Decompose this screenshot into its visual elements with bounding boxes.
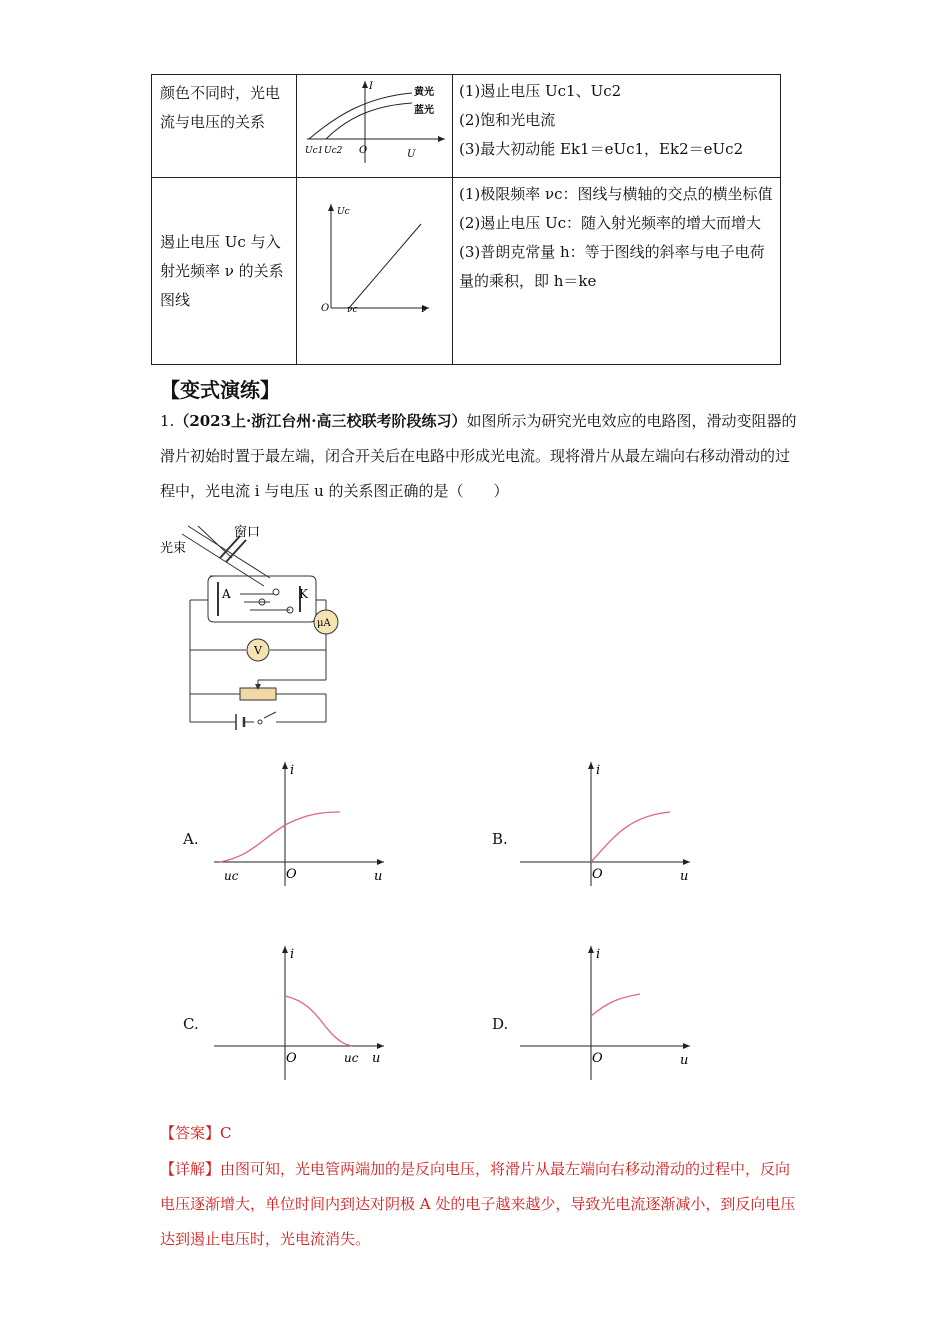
- svg-text:uc: uc: [344, 1051, 359, 1065]
- item: (3)普朗克常量 h：等于图线的斜率与电子电荷量的乘积，即 h＝ke: [459, 243, 765, 290]
- item: (2)饱和光电流: [459, 111, 556, 129]
- tick-label-2: Uc2: [324, 146, 343, 156]
- option-b-graph: [518, 758, 698, 888]
- option-c-graph: [212, 942, 392, 1082]
- explanation-label: 【详解】: [160, 1160, 221, 1178]
- svg-text:i: i: [290, 947, 295, 962]
- table-row: [152, 178, 781, 365]
- voltmeter-label: V: [254, 644, 262, 657]
- svg-text:u: u: [680, 1053, 689, 1068]
- y-axis-label: Uc: [337, 207, 350, 217]
- svg-text:u: u: [680, 869, 689, 884]
- svg-text:O: O: [286, 1051, 297, 1066]
- curve-label-2: 蓝光: [414, 105, 434, 116]
- option-a-label[interactable]: A.: [183, 830, 199, 848]
- y-axis-label: I: [369, 81, 373, 92]
- cathode-label: K: [299, 587, 308, 601]
- svg-text:u: u: [374, 869, 383, 884]
- svg-text:i: i: [290, 763, 295, 778]
- iu-graph-cell: [297, 75, 453, 178]
- question-source: （2023上·浙江台州·高三校联考阶段练习）: [174, 412, 467, 430]
- table-row: [152, 75, 781, 178]
- iu-color-graph: [297, 75, 452, 167]
- uc-frequency-graph: [297, 178, 452, 354]
- item: (2)遏止电压 Uc：随入射光频率的增大而增大: [459, 214, 762, 232]
- summary-table: [151, 74, 781, 365]
- row-title: 遏止电压 Uc 与入射光频率 ν 的关系图线: [152, 178, 297, 365]
- origin-label: O: [321, 303, 330, 314]
- x-axis-label: U: [407, 149, 416, 160]
- curve-label-1: 黄光: [414, 87, 434, 98]
- option-d-label[interactable]: D.: [492, 1015, 509, 1033]
- svg-text:O: O: [592, 1051, 603, 1066]
- option-b-label[interactable]: B.: [492, 830, 508, 848]
- answer: [160, 1116, 800, 1151]
- svg-text:i: i: [596, 947, 601, 962]
- svg-text:u: u: [372, 1051, 381, 1066]
- origin-label: O: [359, 145, 368, 156]
- row-title: 颜色不同时，光电流与电压的关系: [152, 75, 297, 178]
- row-items: [453, 75, 781, 178]
- section-title: 【变式演练】: [160, 378, 280, 402]
- tick-label-1: Uc1: [305, 146, 324, 156]
- item: (1)极限频率 νc：图线与横轴的交点的横坐标值: [459, 185, 773, 203]
- answer-value: C: [220, 1124, 232, 1142]
- option-d-graph: [518, 942, 698, 1082]
- uc-graph-cell: [297, 178, 453, 365]
- item: (1)遏止电压 Uc1、Uc2: [459, 82, 622, 100]
- svg-text:i: i: [596, 763, 601, 778]
- answer-label: 【答案】: [160, 1124, 221, 1142]
- svg-text:uc: uc: [224, 869, 239, 883]
- question-text: 如图所示为研究光电效应的电路图，滑动变阻器的滑片初始时置于最左端，闭合开关后在电路中形成光电流。现将滑片从最左端向右移动滑动的过程中，光电流 i 与电压 u 的关系图正确的是（ ）: [160, 412, 797, 500]
- explanation: [160, 1152, 800, 1257]
- question: [160, 404, 800, 509]
- item: (3)最大初动能 Ek1＝eUc1，Ek2＝eUc2: [459, 140, 744, 158]
- explanation-text: 由图可知，光电管两端加的是反向电压，将滑片从最左端向右移动滑动的过程中，反向电压逐渐增大，单位时间内到达对阴极 A 处的电子越来越少，导致光电流逐渐减小，到反向电压达到遏止电压时，光电流消失。: [160, 1160, 796, 1248]
- question-number: 1.: [160, 412, 175, 430]
- tick-label: νc: [347, 305, 358, 315]
- circuit-diagram: [160, 522, 350, 734]
- svg-text:O: O: [286, 867, 297, 882]
- beam-label: 光束: [160, 541, 187, 556]
- ammeter-label: μA: [317, 618, 331, 629]
- anode-label: A: [222, 587, 231, 601]
- option-c-label[interactable]: C.: [183, 1015, 199, 1033]
- row-items: [453, 178, 781, 365]
- svg-text:O: O: [592, 867, 603, 882]
- x-axis-label: ν: [421, 304, 428, 315]
- window-label: 窗口: [234, 525, 261, 540]
- option-a-graph: [212, 758, 392, 888]
